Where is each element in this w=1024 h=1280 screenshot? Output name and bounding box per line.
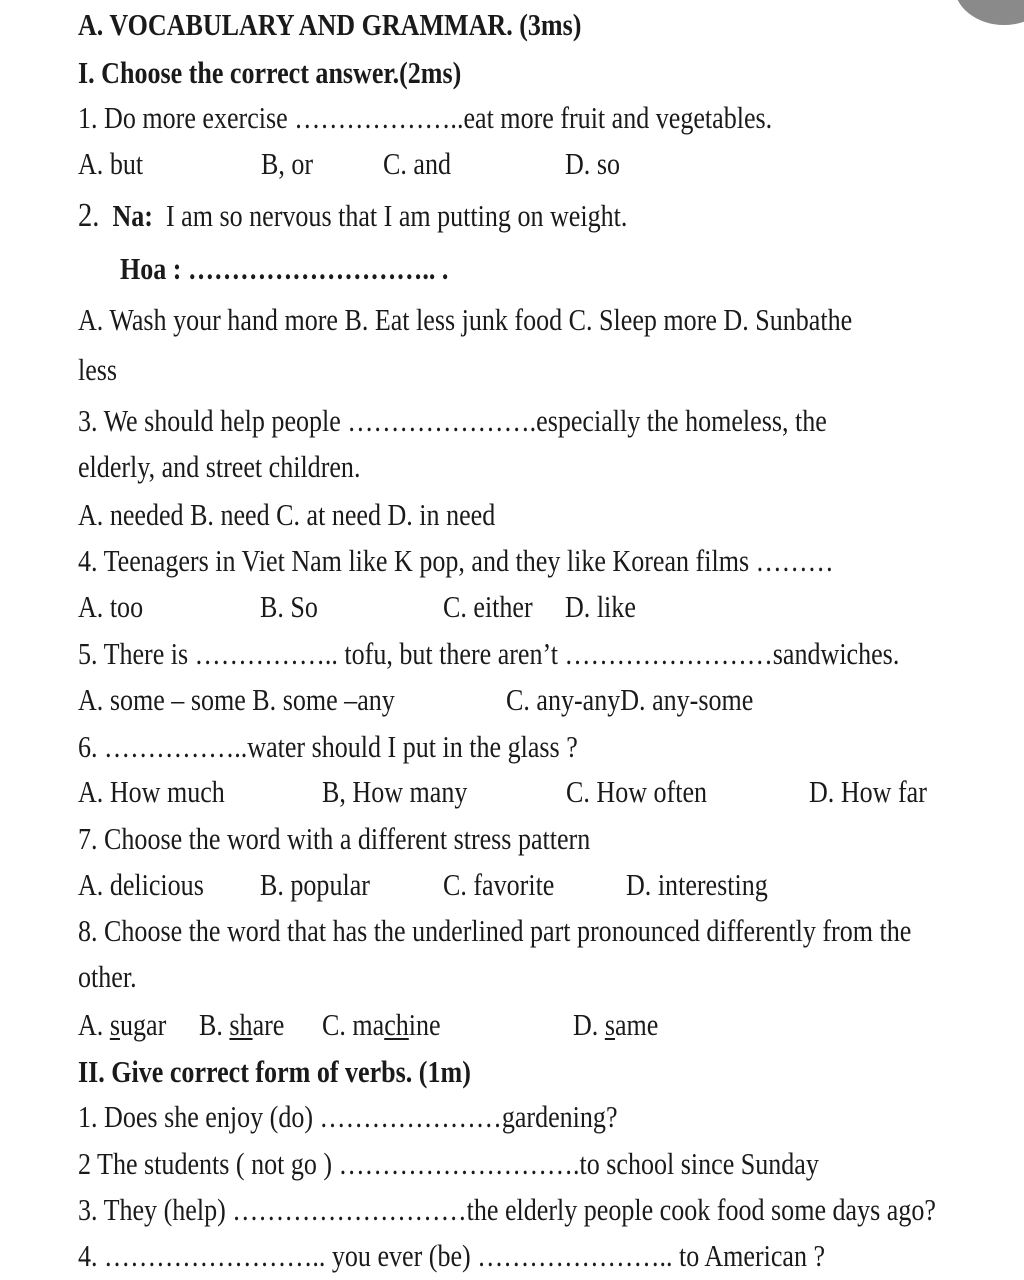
- q7-option-d[interactable]: D. interesting: [626, 867, 768, 902]
- q4-option-d[interactable]: D. like: [565, 589, 636, 624]
- q8-a-prefix: A.: [78, 1007, 110, 1042]
- q1-option-c[interactable]: C. and: [383, 146, 451, 181]
- q6-option-d[interactable]: D. How far: [809, 774, 927, 809]
- q8-b-underlined: sh: [229, 1007, 253, 1042]
- q7-option-a[interactable]: A. delicious: [78, 867, 204, 902]
- q2-speaker-hoa: Hoa :: [120, 251, 182, 286]
- q7-text: 7. Choose the word with a different stress pattern: [78, 821, 591, 856]
- q3-text-cont: elderly, and street children.: [78, 449, 361, 484]
- verb-question-4: 4. …………………….. you ever (be) ………………….. to American ?: [78, 1238, 826, 1273]
- q4-option-b[interactable]: B. So: [260, 589, 318, 624]
- q8-a-underlined: s: [109, 1007, 120, 1042]
- q8-d-prefix: D.: [573, 1007, 605, 1042]
- q2-options[interactable]: A. Wash your hand more B. Eat less junk food C. Sleep more D. Sunbathe: [78, 302, 853, 337]
- q2-options-cont: less: [78, 352, 118, 387]
- q2-line2: [120, 249, 448, 289]
- q6-text: 6. ……………..water should I put in the glass ?: [78, 729, 578, 764]
- q6-option-b[interactable]: B, How many: [322, 774, 468, 809]
- q1-option-d[interactable]: D. so: [565, 146, 620, 181]
- q8-c-underlined: ch: [384, 1007, 409, 1042]
- q8-c-rest: ine: [408, 1007, 441, 1042]
- part2-title: II. Give correct form of verbs. (1m): [78, 1054, 471, 1089]
- q2-blank: ……………………….. .: [187, 251, 449, 286]
- section-a-title: A. VOCABULARY AND GRAMMAR. (3ms): [78, 7, 582, 42]
- q7-option-c[interactable]: C. favorite: [443, 867, 555, 902]
- q1-option-b[interactable]: B, or: [261, 146, 314, 181]
- verb-question-1: 1. Does she enjoy (do) …………………gardening?: [78, 1099, 618, 1134]
- q8-option-a[interactable]: [78, 1005, 166, 1045]
- q2-line1: [78, 196, 627, 236]
- q2-speaker-na: Na:: [112, 198, 153, 233]
- q7-option-b[interactable]: B. popular: [260, 867, 370, 902]
- q8-option-d[interactable]: [573, 1005, 658, 1045]
- q5-options-cd[interactable]: C. any-anyD. any-some: [506, 682, 754, 717]
- q6-option-c[interactable]: C. How often: [566, 774, 708, 809]
- q1-text: 1. Do more exercise ………………..eat more fruit and vegetables.: [78, 100, 773, 135]
- q8-c-prefix: C. ma: [322, 1007, 385, 1042]
- q4-option-c[interactable]: C. either: [443, 589, 533, 624]
- q8-b-prefix: B.: [199, 1007, 230, 1042]
- q3-options[interactable]: A. needed B. need C. at need D. in need: [78, 497, 496, 532]
- corner-shadow: [954, 0, 1024, 25]
- q8-option-b[interactable]: [199, 1005, 284, 1045]
- verb-question-3: 3. They (help) ………………………the elderly people cook food some days ago?: [78, 1192, 936, 1227]
- q3-text: 3. We should help people ………………….especially the homeless, the: [78, 403, 827, 438]
- q2-number: 2.: [78, 197, 100, 234]
- q4-text: 4. Teenagers in Viet Nam like K pop, and they like Korean films ………: [78, 543, 834, 578]
- q8-text-cont: other.: [78, 959, 137, 994]
- q2-line1-text: I am so nervous that I am putting on weight.: [165, 198, 628, 233]
- part1-title: I. Choose the correct answer.(2ms): [78, 55, 462, 90]
- verb-question-2: 2 The students ( not go ) ……………………….to school since Sunday: [78, 1146, 819, 1181]
- q8-a-rest: ugar: [119, 1007, 167, 1042]
- q1-option-a[interactable]: A. but: [78, 146, 144, 181]
- q5-options-ab[interactable]: A. some – some B. some –any: [78, 682, 395, 717]
- q8-d-underlined: s: [604, 1007, 615, 1042]
- q5-text: 5. There is …………….. tofu, but there aren’t ……………………sandwiches.: [78, 636, 900, 671]
- q4-option-a[interactable]: A. too: [78, 589, 144, 624]
- q8-d-rest: ame: [614, 1007, 659, 1042]
- q8-option-c[interactable]: [322, 1005, 441, 1045]
- q8-b-rest: are: [252, 1007, 285, 1042]
- q6-option-a[interactable]: A. How much: [78, 774, 225, 809]
- q8-text: 8. Choose the word that has the underlined part pronounced differently from the: [78, 913, 912, 948]
